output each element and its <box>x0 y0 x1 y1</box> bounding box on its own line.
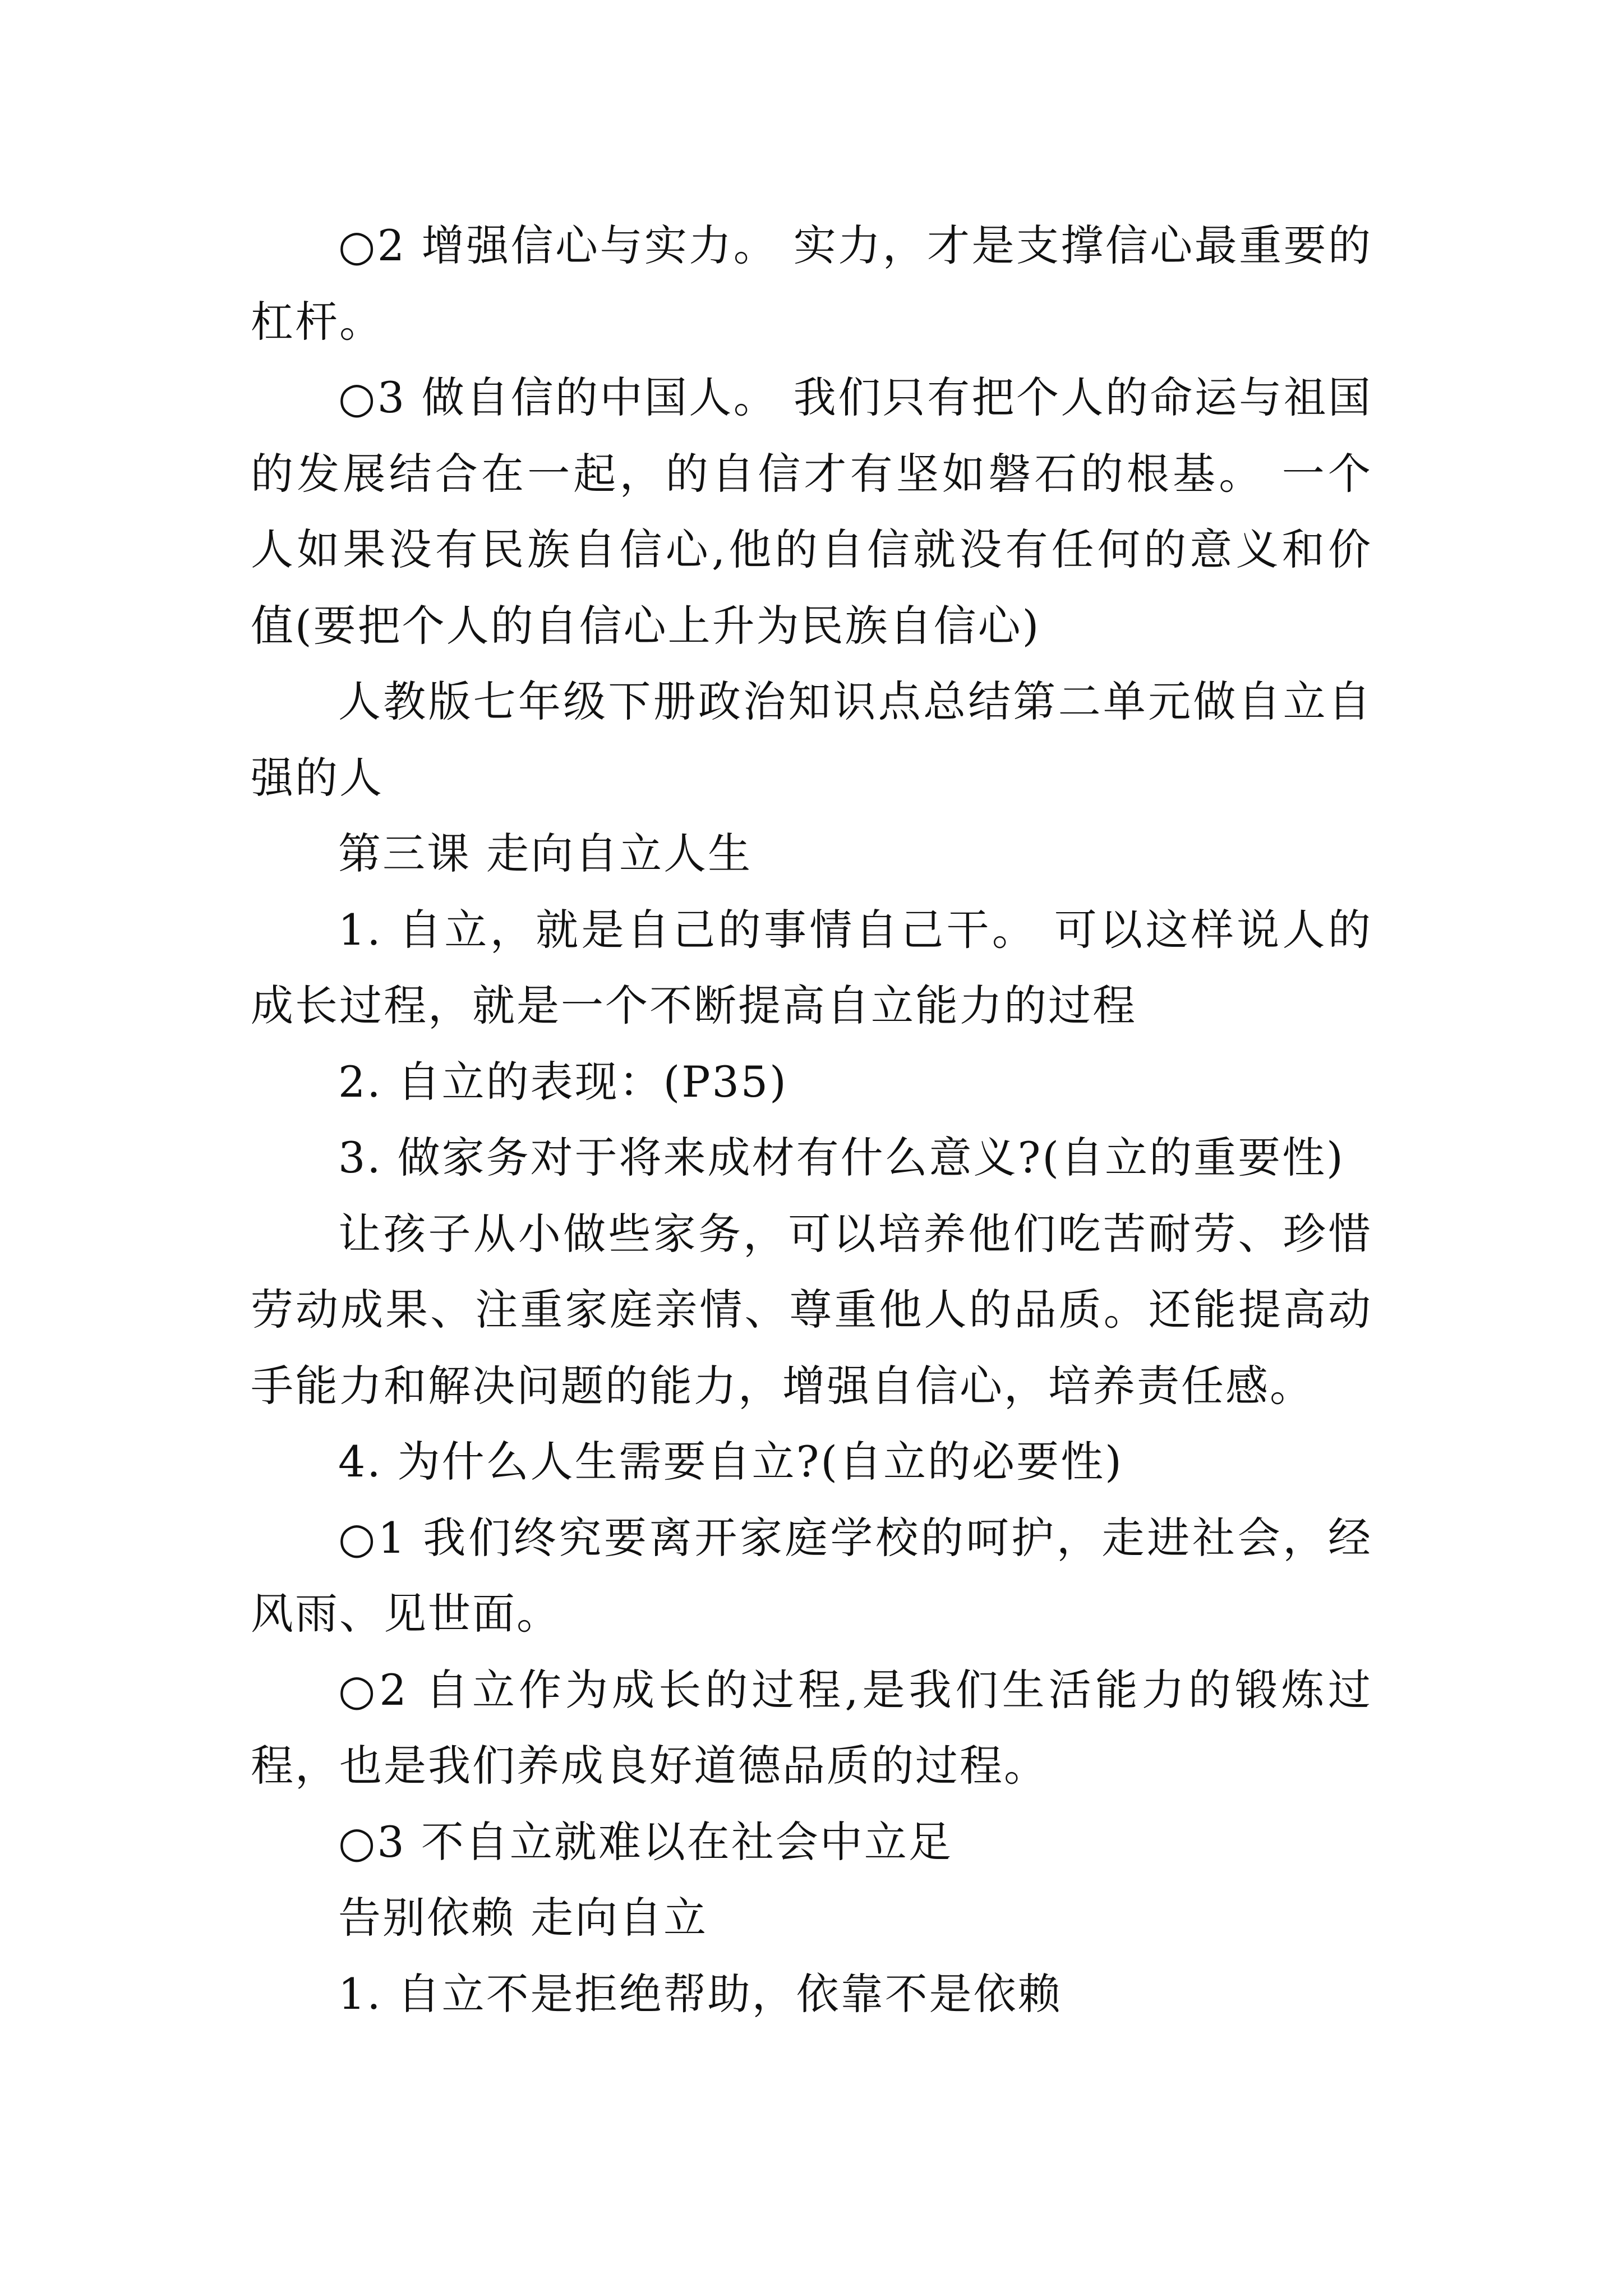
paragraph-confidence-strength: ○2 增强信心与实力。 实力，才是支撑信心最重要的杠杆。 <box>251 220 1372 347</box>
paragraph-housework: 让孩子从小做些家务，可以培养他们吃苦耐劳、珍惜劳动成果、注重家庭亲情、尊重他人的品质。还能提高动手能力和解决问题的能力，增强自信心，培养责任感。 <box>251 1208 1372 1411</box>
unit-heading: 人教版七年级下册政治知识点总结第二单元做自立自强的人 <box>251 677 1372 803</box>
paragraph-reason-3: ○3 不自立就难以在社会中立足 <box>338 1816 953 1867</box>
paragraph-confident-chinese: ○3 做自信的中国人。 我们只有把个人的命运与祖国的发展结合在一起，的自信才有坚如磐石的根基。 一个人如果没有民族自信心,他的自信就没有任何的意义和价值(要把个人的自信心上升为民族自信心) <box>251 372 1372 651</box>
lesson-heading: 第三课 走向自立人生 <box>338 829 753 878</box>
paragraph-reason-2: ○2 自立作为成长的过程,是我们生活能力的锻炼过程，也是我们养成良好道德品质的过程。 <box>251 1664 1372 1791</box>
paragraph-point-4: 4. 为什么人生需要自立?(自立的必要性) <box>338 1437 1123 1487</box>
paragraph-independence-help: 1. 自立不是拒绝帮助，依靠不是依赖 <box>338 1968 1062 2019</box>
paragraph-point-3: 3. 做家务对于将来成材有什么意义?(自立的重要性) <box>338 1133 1345 1182</box>
paragraph-point-1: 1. 自立，就是自己的事情自己干。 可以这样说人的成长过程，就是一个不断提高自立能力的过程 <box>251 904 1372 1030</box>
paragraph-point-2: 2. 自立的表现：(P35) <box>338 1056 788 1107</box>
section-heading: 告别依赖 走向自立 <box>338 1893 708 1943</box>
paragraph-reason-1: ○1 我们终究要离开家庭学校的呵护，走进社会，经风雨、见世面。 <box>251 1512 1372 1639</box>
document-body <box>251 208 1372 2032</box>
